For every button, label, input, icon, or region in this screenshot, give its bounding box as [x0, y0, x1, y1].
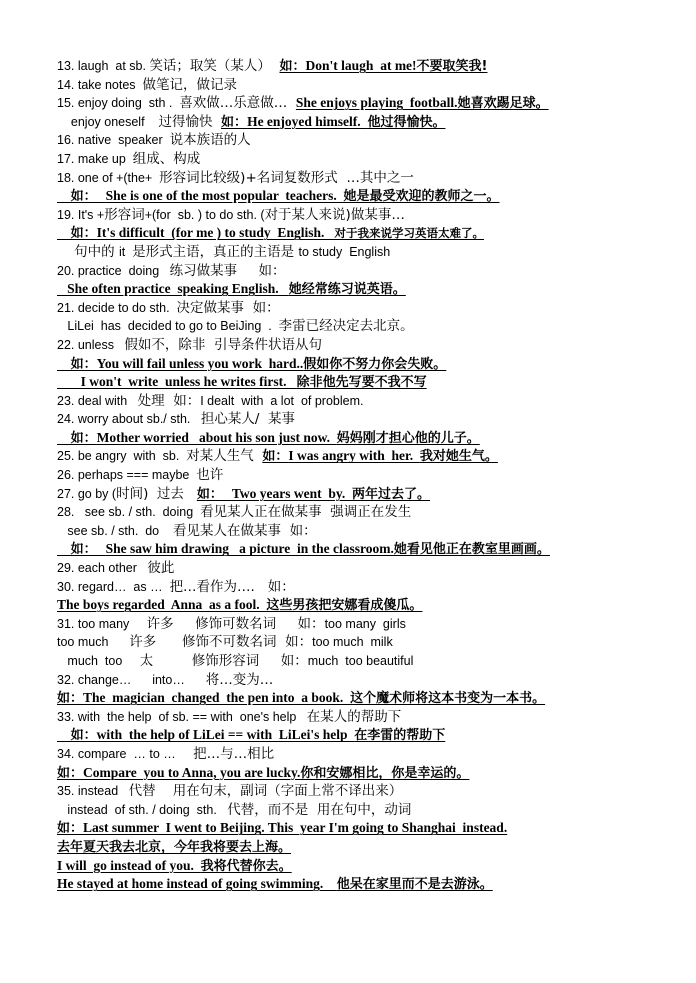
text-line [57, 708, 687, 727]
entry-text: 在某人的帮助下 [306, 708, 402, 725]
entry-text: 23. deal with [57, 393, 138, 408]
entry-text: 代替 用在句末，副词（字面上常不译出来） [128, 783, 403, 800]
text-line [57, 76, 687, 95]
entry-text: 笑话；取笑（某人） [149, 58, 280, 74]
example-sentence: 这些男孩把安娜看成傻瓜。 [266, 598, 423, 614]
example-sentence: 如： [279, 59, 306, 74]
entry-text: 彼此 [147, 560, 175, 577]
example-sentence: 她喜欢踢足球。 [457, 96, 549, 112]
entry-text: 28. see sb. / sth. doing [57, 505, 201, 520]
example-sentence: 她看见他正在教室里画画。 [393, 542, 550, 558]
example-sentence: 如： [57, 542, 106, 558]
example-sentence: Last summer I went to Beijing. This year I'm going to Shanghai instead. [83, 820, 508, 836]
entry-text: 15. enjoy doing sth . [57, 96, 180, 111]
example-sentence: Mother worried about his son just now. [96, 429, 337, 445]
text-line [57, 726, 687, 745]
example-sentence: I will go instead of you. [57, 857, 201, 873]
entry-text: 是形式主语，真正的主语是 [132, 243, 299, 260]
text-line [57, 94, 687, 113]
example-sentence: She is one of the most popular teachers. [105, 188, 344, 204]
text-line [57, 671, 687, 690]
example-sentence: 不要取笑我! [416, 59, 488, 74]
entry-text: 20. practice doing [57, 263, 170, 278]
text-line [57, 485, 687, 504]
entry-text: too much [57, 635, 130, 650]
example-sentence: 如： [57, 356, 97, 372]
example-sentence: 他呆在家里而不是去游泳。 [336, 877, 493, 893]
example-sentence: 如： [221, 114, 248, 130]
example-sentence: 除非他先写要不我不写 [296, 375, 427, 391]
entry-text: +(for sb. ) to do sth. ( [144, 207, 265, 222]
entry-text: too much milk [312, 635, 393, 650]
entry-text: 17. make up [57, 151, 133, 166]
entry-text: 形容词 [104, 206, 145, 223]
text-line [57, 373, 687, 392]
example-sentence: 如： [262, 449, 289, 465]
example-sentence: with the help of LiLei == with LiLei's help [96, 727, 355, 743]
text-line [57, 819, 687, 838]
entry-text: too many girls [324, 616, 406, 631]
example-sentence: Two years went by. [231, 485, 352, 501]
text-line [57, 578, 687, 597]
text-line [57, 262, 687, 281]
text-line [57, 782, 687, 801]
example-sentence: 如： [57, 728, 97, 744]
entry-text: 决定做某事 如： [176, 299, 280, 316]
text-line [57, 466, 687, 485]
text-line [57, 206, 687, 225]
text-line [57, 150, 687, 169]
entry-text: I dealt with a lot of problem. [200, 393, 364, 408]
entry-text: 许多 修饰不可数名词 如： [129, 634, 313, 651]
entry-text: 假如不，除非 引导条件状语从句 [124, 336, 322, 353]
text-line [57, 838, 687, 857]
text-line [57, 596, 687, 615]
example-sentence: 如： [57, 430, 97, 446]
example-sentence: 妈妈刚才担心他的儿子。 [336, 430, 480, 446]
example-sentence: 我对她生气。 [419, 449, 498, 465]
text-line [57, 280, 687, 299]
entry-text: 许多 修饰可数名词 如： [146, 615, 325, 632]
text-line [57, 689, 687, 708]
entry-text: 32. change… into… [57, 672, 206, 687]
entry-text: 做笔记，做记录 [142, 76, 237, 93]
entry-text: 组成、构成 [132, 150, 201, 167]
text-line [57, 540, 687, 559]
example-sentence: I was angry with her. [288, 448, 420, 464]
example-sentence: 如： [196, 486, 232, 502]
entry-text: 25. be angry with sb. [57, 449, 187, 464]
entry-text: 代替，而不是 用在句中，动词 [227, 801, 412, 818]
entry-text: see sb. / sth. do [57, 523, 174, 538]
example-sentence: 两年过去了。 [352, 486, 431, 502]
entry-text: 时间) 过去 [116, 485, 197, 502]
example-sentence: Don't laugh at me! [305, 58, 417, 73]
entry-text: 30. regard… as … [57, 579, 170, 594]
entry-text: 33. with the help of sb. == with one's help [57, 709, 307, 724]
example-sentence: He stayed at home instead of going swimming. [57, 876, 337, 892]
text-line [57, 224, 687, 243]
text-line [57, 429, 687, 448]
example-sentence: I won't write unless he writes first. [57, 374, 297, 390]
example-sentence: She saw him drawing a picture in the classroom. [105, 541, 394, 557]
entry-text: 看见某人正在做某事 强调正在发生 [200, 504, 412, 521]
example-sentence: 她经常练习说英语。 [288, 282, 406, 298]
text-line [57, 615, 687, 634]
entry-text: 看见某人在做某事 如： [173, 522, 317, 539]
vocabulary-notes-document [57, 57, 687, 894]
text-line [57, 447, 687, 466]
text-line [57, 745, 687, 764]
entry-text: 21. decide to do sth. [57, 300, 177, 315]
entry-text: enjoy oneself [57, 114, 159, 129]
example-sentence: 在李雷的帮助下 [354, 728, 446, 744]
entry-text: 对某人生气 [186, 448, 263, 465]
entry-text: 对于某人来说)做某事… [264, 206, 405, 223]
entry-text: 太 修饰形容词 如： [139, 653, 308, 669]
entry-text: 说本族语的人 [169, 132, 251, 149]
entry-text: 24. worry about sb./ sth. [57, 412, 201, 427]
example-sentence: The boys regarded Anna as a fool. [57, 597, 267, 613]
entry-text: 27. go by ( [57, 486, 117, 501]
entry-text: 将…变为… [205, 671, 274, 688]
entry-text: 13. laugh at sb. [57, 59, 150, 73]
entry-text: 担心某人/ 某事 [200, 411, 295, 428]
entry-text: 李雷已经决定去北京。 [278, 318, 414, 335]
entry-text: 处理 如： [137, 392, 201, 409]
entry-text: 19. It's + [57, 207, 105, 222]
entry-text: 22. unless [57, 337, 125, 352]
text-line [57, 299, 687, 318]
entry-text: 也许 [196, 467, 224, 484]
entry-text: 35. instead [57, 784, 129, 799]
text-line [57, 559, 687, 578]
entry-text: 形容词比较级)+名词复数形式 …其中之一 [159, 169, 414, 186]
example-sentence: 我将代替你去。 [200, 858, 292, 874]
entry-text: 31. too many [57, 616, 147, 631]
example-sentence: 如： [57, 765, 84, 781]
example-sentence: It's difficult (for me ) to study English. [96, 225, 335, 241]
example-sentence: She often practice speaking English. [57, 281, 289, 297]
example-sentence: You will fail unless you work hard.. [96, 355, 304, 371]
example-sentence: 他过得愉快。 [367, 114, 446, 130]
text-line [57, 317, 687, 336]
entry-text: 29. each other [57, 561, 148, 576]
entry-text: instead of sth. / doing sth. [57, 802, 228, 817]
text-line [57, 764, 687, 783]
text-line [57, 875, 687, 894]
text-line [57, 169, 687, 188]
example-sentence: 她是最受欢迎的教师之一。 [343, 189, 500, 205]
entry-text: it [118, 244, 133, 259]
entry-text: 句中的 [57, 243, 119, 260]
text-line [57, 410, 687, 429]
example-sentence: 假如你不努力你会失败。 [303, 356, 447, 372]
entry-text: much too [57, 654, 140, 668]
text-line [57, 243, 687, 262]
text-line [57, 633, 687, 652]
text-line [57, 652, 687, 671]
example-sentence: The magician changed the pen into a book. [83, 690, 351, 706]
example-sentence: 对于我来说学习英语太难了。 [334, 226, 484, 241]
entry-text: 34. compare … to … [57, 746, 194, 761]
example-sentence: 你和安娜相比，你是幸运的。 [300, 765, 470, 781]
entry-text: 喜欢做…乐意做… [179, 95, 296, 112]
entry-text: 26. perhaps === maybe [57, 468, 197, 483]
text-line [57, 336, 687, 355]
text-line [57, 355, 687, 374]
entry-text: 把…与…相比 [193, 745, 275, 762]
example-sentence: 去年夏天我去北京，今年我将要去上海。 [57, 839, 292, 855]
example-sentence: Compare you to Anna, you are lucky. [83, 764, 301, 780]
entry-text: LiLei has decided to go to BeiJing . [57, 319, 279, 334]
example-sentence: 如： [57, 691, 84, 707]
example-sentence: He enjoyed himself. [247, 113, 368, 129]
text-line [57, 503, 687, 522]
text-line [57, 113, 687, 132]
entry-text: to study English [298, 244, 391, 259]
text-line [57, 857, 687, 876]
entry-text: much too beautiful [307, 654, 414, 668]
entry-text: 18. one of +(the+ [57, 170, 160, 185]
entry-text: 把…看作为…. 如： [169, 578, 295, 595]
example-sentence: 如： [57, 189, 106, 205]
entry-text: 14. take notes [57, 77, 143, 92]
example-sentence: 如： [57, 226, 97, 242]
text-line [57, 57, 687, 76]
text-line [57, 801, 687, 820]
entry-text: 16. native speaker [57, 133, 170, 148]
text-line [57, 131, 687, 150]
entry-text: 过得愉快 [158, 113, 222, 130]
text-line [57, 392, 687, 411]
entry-text: 练习做某事 如： [169, 262, 286, 279]
example-sentence: 这个魔术师将这本书变为一本书。 [350, 691, 546, 707]
text-line [57, 187, 687, 206]
example-sentence: She enjoys playing football. [295, 95, 458, 111]
text-line [57, 522, 687, 541]
example-sentence: 如： [57, 821, 84, 837]
